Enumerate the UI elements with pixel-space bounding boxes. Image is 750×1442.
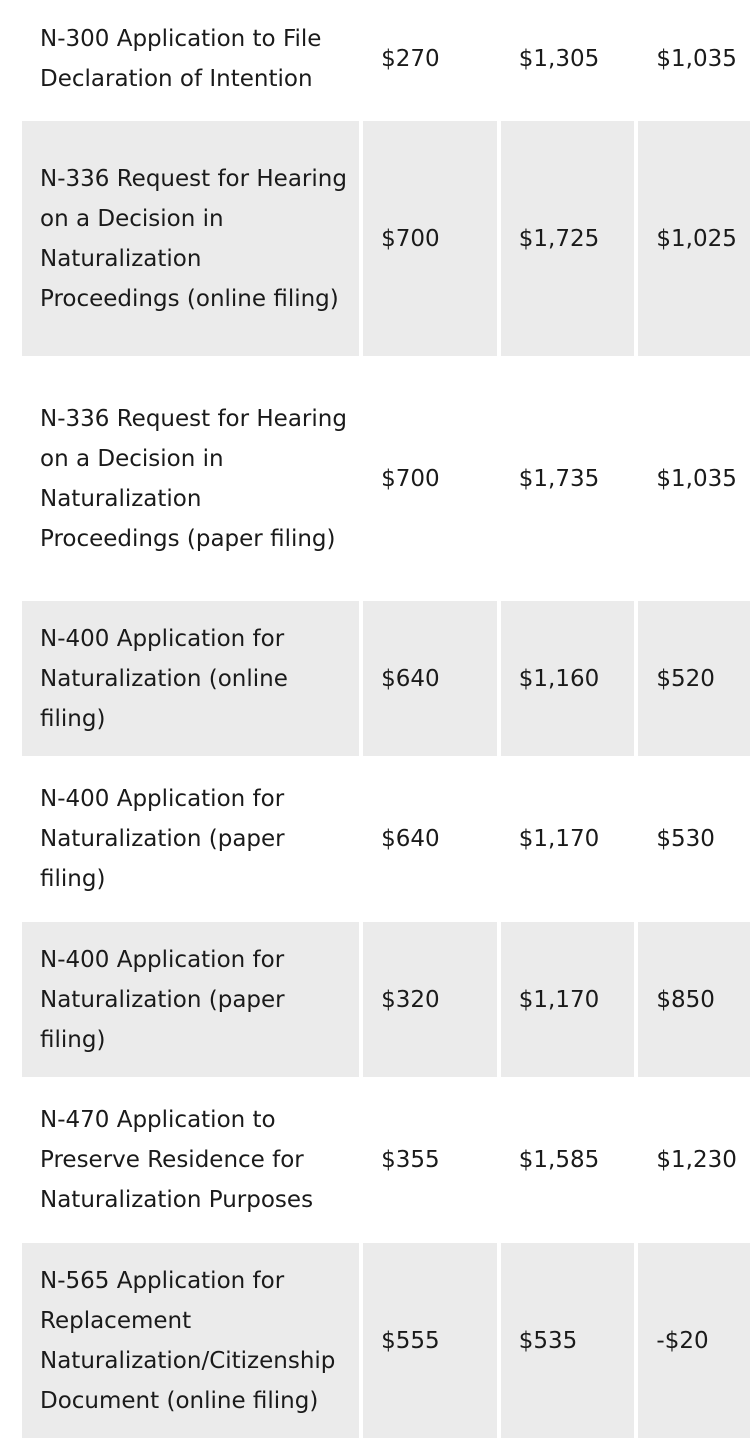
proposed-fee-cell: $1,160 — [501, 601, 635, 756]
fee-difference-cell: $520 — [638, 601, 750, 756]
table-row — [22, 760, 750, 918]
table-row — [22, 922, 750, 1077]
current-fee-cell: $270 — [381, 45, 440, 72]
current-fee-cell: $555 — [363, 1243, 497, 1438]
form-name-cell: N-336 Request for Hearing on a Decision in Naturalization Proceedings (paper filing) — [40, 405, 347, 552]
table-row — [22, 0, 750, 117]
fee-difference-cell: $850 — [638, 922, 750, 1077]
fee-difference-cell: $530 — [656, 826, 715, 852]
fee-difference-cell: $1,035 — [656, 45, 737, 72]
proposed-fee-cell: $1,305 — [518, 45, 600, 72]
form-name-cell: N-565 Application for Replacement Naturalization/Citizenship Document (online filing) — [22, 1243, 359, 1438]
current-fee-cell: $640 — [381, 826, 440, 852]
current-fee-cell: $640 — [363, 601, 497, 756]
proposed-fee-cell: $535 — [501, 1243, 635, 1438]
fee-difference-cell: -$20 — [638, 1243, 750, 1438]
form-name-cell: N-470 Application to Preserve Residence for Naturalization Purposes — [40, 1107, 314, 1213]
form-name-cell: N-400 Application for Naturalization (paper filing) — [22, 922, 359, 1077]
form-name-cell: N-400 Application for Naturalization (online filing) — [22, 601, 359, 756]
form-name-cell: N-336 Request for Hearing on a Decision in Naturalization Proceedings (online filing) — [22, 121, 359, 356]
form-name-cell: N-300 Application to File Declaration of Intention — [40, 25, 322, 92]
form-name-cell: N-400 Application for Naturalization (paper filing) — [40, 786, 285, 892]
fee-difference-cell: $1,230 — [656, 1147, 737, 1173]
proposed-fee-cell: $1,735 — [518, 465, 600, 492]
fee-table — [22, 0, 750, 1442]
current-fee-cell: $355 — [381, 1147, 440, 1173]
proposed-fee-cell: $1,725 — [501, 121, 635, 356]
current-fee-cell: $320 — [363, 922, 497, 1077]
fee-difference-cell: $1,035 — [656, 465, 737, 492]
proposed-fee-cell: $1,585 — [518, 1147, 600, 1173]
fee-difference-cell: $1,025 — [638, 121, 750, 356]
table-row — [22, 601, 750, 756]
table-row — [22, 1243, 750, 1438]
proposed-fee-cell: $1,170 — [501, 922, 635, 1077]
table-row — [22, 121, 750, 356]
proposed-fee-cell: $1,170 — [518, 826, 600, 852]
current-fee-cell: $700 — [381, 465, 440, 492]
table-row — [22, 360, 750, 597]
current-fee-cell: $700 — [363, 121, 497, 356]
table-row — [22, 1081, 750, 1239]
